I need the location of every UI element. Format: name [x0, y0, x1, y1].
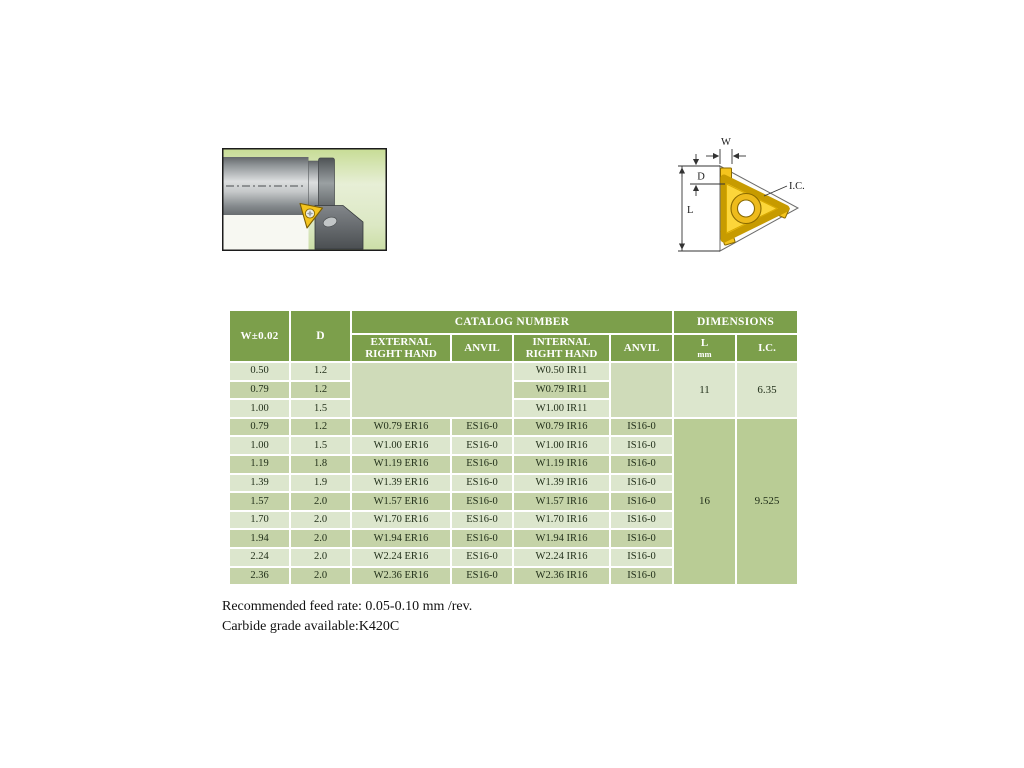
- cell-anvil: ES16-0: [451, 418, 513, 437]
- cell-anvil: ES16-0: [451, 548, 513, 567]
- cell-external: W1.19 ER16: [351, 455, 451, 474]
- cell-anvil: IS16-0: [610, 492, 673, 511]
- cell-external: W1.39 ER16: [351, 474, 451, 493]
- cell-internal: W1.19 IR16: [513, 455, 610, 474]
- cell-d: 1.2: [290, 381, 351, 400]
- cell-anvil: ES16-0: [451, 436, 513, 455]
- cell-external: W0.79 ER16: [351, 418, 451, 437]
- cell-internal: W2.36 IR16: [513, 567, 610, 586]
- label-l: L: [687, 205, 694, 216]
- cell-ic-group1: 6.35: [736, 362, 798, 418]
- insert-dimension-diagram: [676, 130, 826, 260]
- cell-d: 2.0: [290, 529, 351, 548]
- cell-anvil: ES16-0: [451, 511, 513, 530]
- catalog-table: [228, 309, 799, 586]
- label-ic: I.C.: [789, 181, 805, 192]
- cell-w: 1.19: [229, 455, 290, 474]
- photo-white-zone: [224, 215, 309, 250]
- cell-internal: W1.39 IR16: [513, 474, 610, 493]
- cell-anvil-blank: [610, 362, 673, 418]
- cell-external: W2.24 ER16: [351, 548, 451, 567]
- col-header-internal-right-hand: INTERNAL RIGHT HAND: [513, 334, 610, 362]
- cell-w: 1.39: [229, 474, 290, 493]
- cell-anvil: IS16-0: [610, 436, 673, 455]
- cell-external-blank: [351, 362, 513, 418]
- cell-anvil: ES16-0: [451, 492, 513, 511]
- note-carbide-grade: Carbide grade available:K420C: [222, 619, 400, 634]
- cell-d: 1.2: [290, 418, 351, 437]
- col-header-anvil-external: ANVIL: [451, 334, 513, 362]
- cell-w: 0.79: [229, 381, 290, 400]
- cell-internal: W0.79 IR11: [513, 381, 610, 400]
- cell-w: 1.70: [229, 511, 290, 530]
- cell-l-group2: 16: [673, 418, 736, 585]
- insert-hole: [738, 200, 755, 217]
- col-header-external-right-hand: EXTERNAL RIGHT HAND: [351, 334, 451, 362]
- cell-w: 1.94: [229, 529, 290, 548]
- cell-anvil: IS16-0: [610, 548, 673, 567]
- cell-external: W1.70 ER16: [351, 511, 451, 530]
- cell-w: 0.50: [229, 362, 290, 381]
- cell-anvil: IS16-0: [610, 529, 673, 548]
- cell-d: 2.0: [290, 548, 351, 567]
- footnotes: [222, 597, 472, 637]
- cell-external: W1.57 ER16: [351, 492, 451, 511]
- cell-internal: W0.79 IR16: [513, 418, 610, 437]
- table-row: [229, 362, 798, 381]
- cell-d: 1.5: [290, 436, 351, 455]
- cell-w: 2.24: [229, 548, 290, 567]
- cell-external: W1.00 ER16: [351, 436, 451, 455]
- cell-internal: W0.50 IR11: [513, 362, 610, 381]
- cell-w: 1.57: [229, 492, 290, 511]
- tool-application-photo: [222, 148, 387, 251]
- cell-w: 0.79: [229, 418, 290, 437]
- cell-d: 2.0: [290, 492, 351, 511]
- label-w: W: [721, 137, 731, 148]
- cell-anvil: IS16-0: [610, 474, 673, 493]
- label-d: D: [697, 171, 705, 183]
- col-header-l-mm: [673, 334, 736, 362]
- dimension-w: [706, 149, 746, 164]
- workpiece-stub: [309, 161, 319, 212]
- cell-internal: W1.94 IR16: [513, 529, 610, 548]
- cell-w: 2.36: [229, 567, 290, 586]
- col-header-d: D: [290, 310, 351, 362]
- cell-d: 1.8: [290, 455, 351, 474]
- col-header-dimensions: DIMENSIONS: [673, 310, 798, 334]
- cell-internal: W1.00 IR16: [513, 436, 610, 455]
- table-row: [229, 418, 798, 437]
- cell-d: 1.9: [290, 474, 351, 493]
- cell-anvil: IS16-0: [610, 567, 673, 586]
- cell-d: 2.0: [290, 567, 351, 586]
- cell-anvil: IS16-0: [610, 511, 673, 530]
- cell-w: 1.00: [229, 399, 290, 418]
- cell-anvil: ES16-0: [451, 474, 513, 493]
- col-header-anvil-internal: ANVIL: [610, 334, 673, 362]
- mm-label: mm: [697, 349, 712, 360]
- cell-d: 2.0: [290, 511, 351, 530]
- cell-external: W2.36 ER16: [351, 567, 451, 586]
- col-header-w: W±0.02: [229, 310, 290, 362]
- cell-d: 1.2: [290, 362, 351, 381]
- cell-ic-group2: 9.525: [736, 418, 798, 585]
- col-header-catalog-number: CATALOG NUMBER: [351, 310, 673, 334]
- cell-anvil: IS16-0: [610, 455, 673, 474]
- cell-anvil: IS16-0: [610, 418, 673, 437]
- cell-internal: W1.70 IR16: [513, 511, 610, 530]
- note-feed-rate: Recommended feed rate: 0.05-0.10 mm /rev.: [222, 599, 473, 614]
- col-header-ic: I.C.: [736, 334, 798, 362]
- cell-anvil: ES16-0: [451, 529, 513, 548]
- cell-anvil: ES16-0: [451, 567, 513, 586]
- cell-l-group1: 11: [673, 362, 736, 418]
- cell-anvil: ES16-0: [451, 455, 513, 474]
- cell-w: 1.00: [229, 436, 290, 455]
- cell-external: W1.94 ER16: [351, 529, 451, 548]
- cell-internal: W1.00 IR11: [513, 399, 610, 418]
- cell-internal: W2.24 IR16: [513, 548, 610, 567]
- cell-d: 1.5: [290, 399, 351, 418]
- cell-internal: W1.57 IR16: [513, 492, 610, 511]
- l-label: L: [700, 337, 709, 350]
